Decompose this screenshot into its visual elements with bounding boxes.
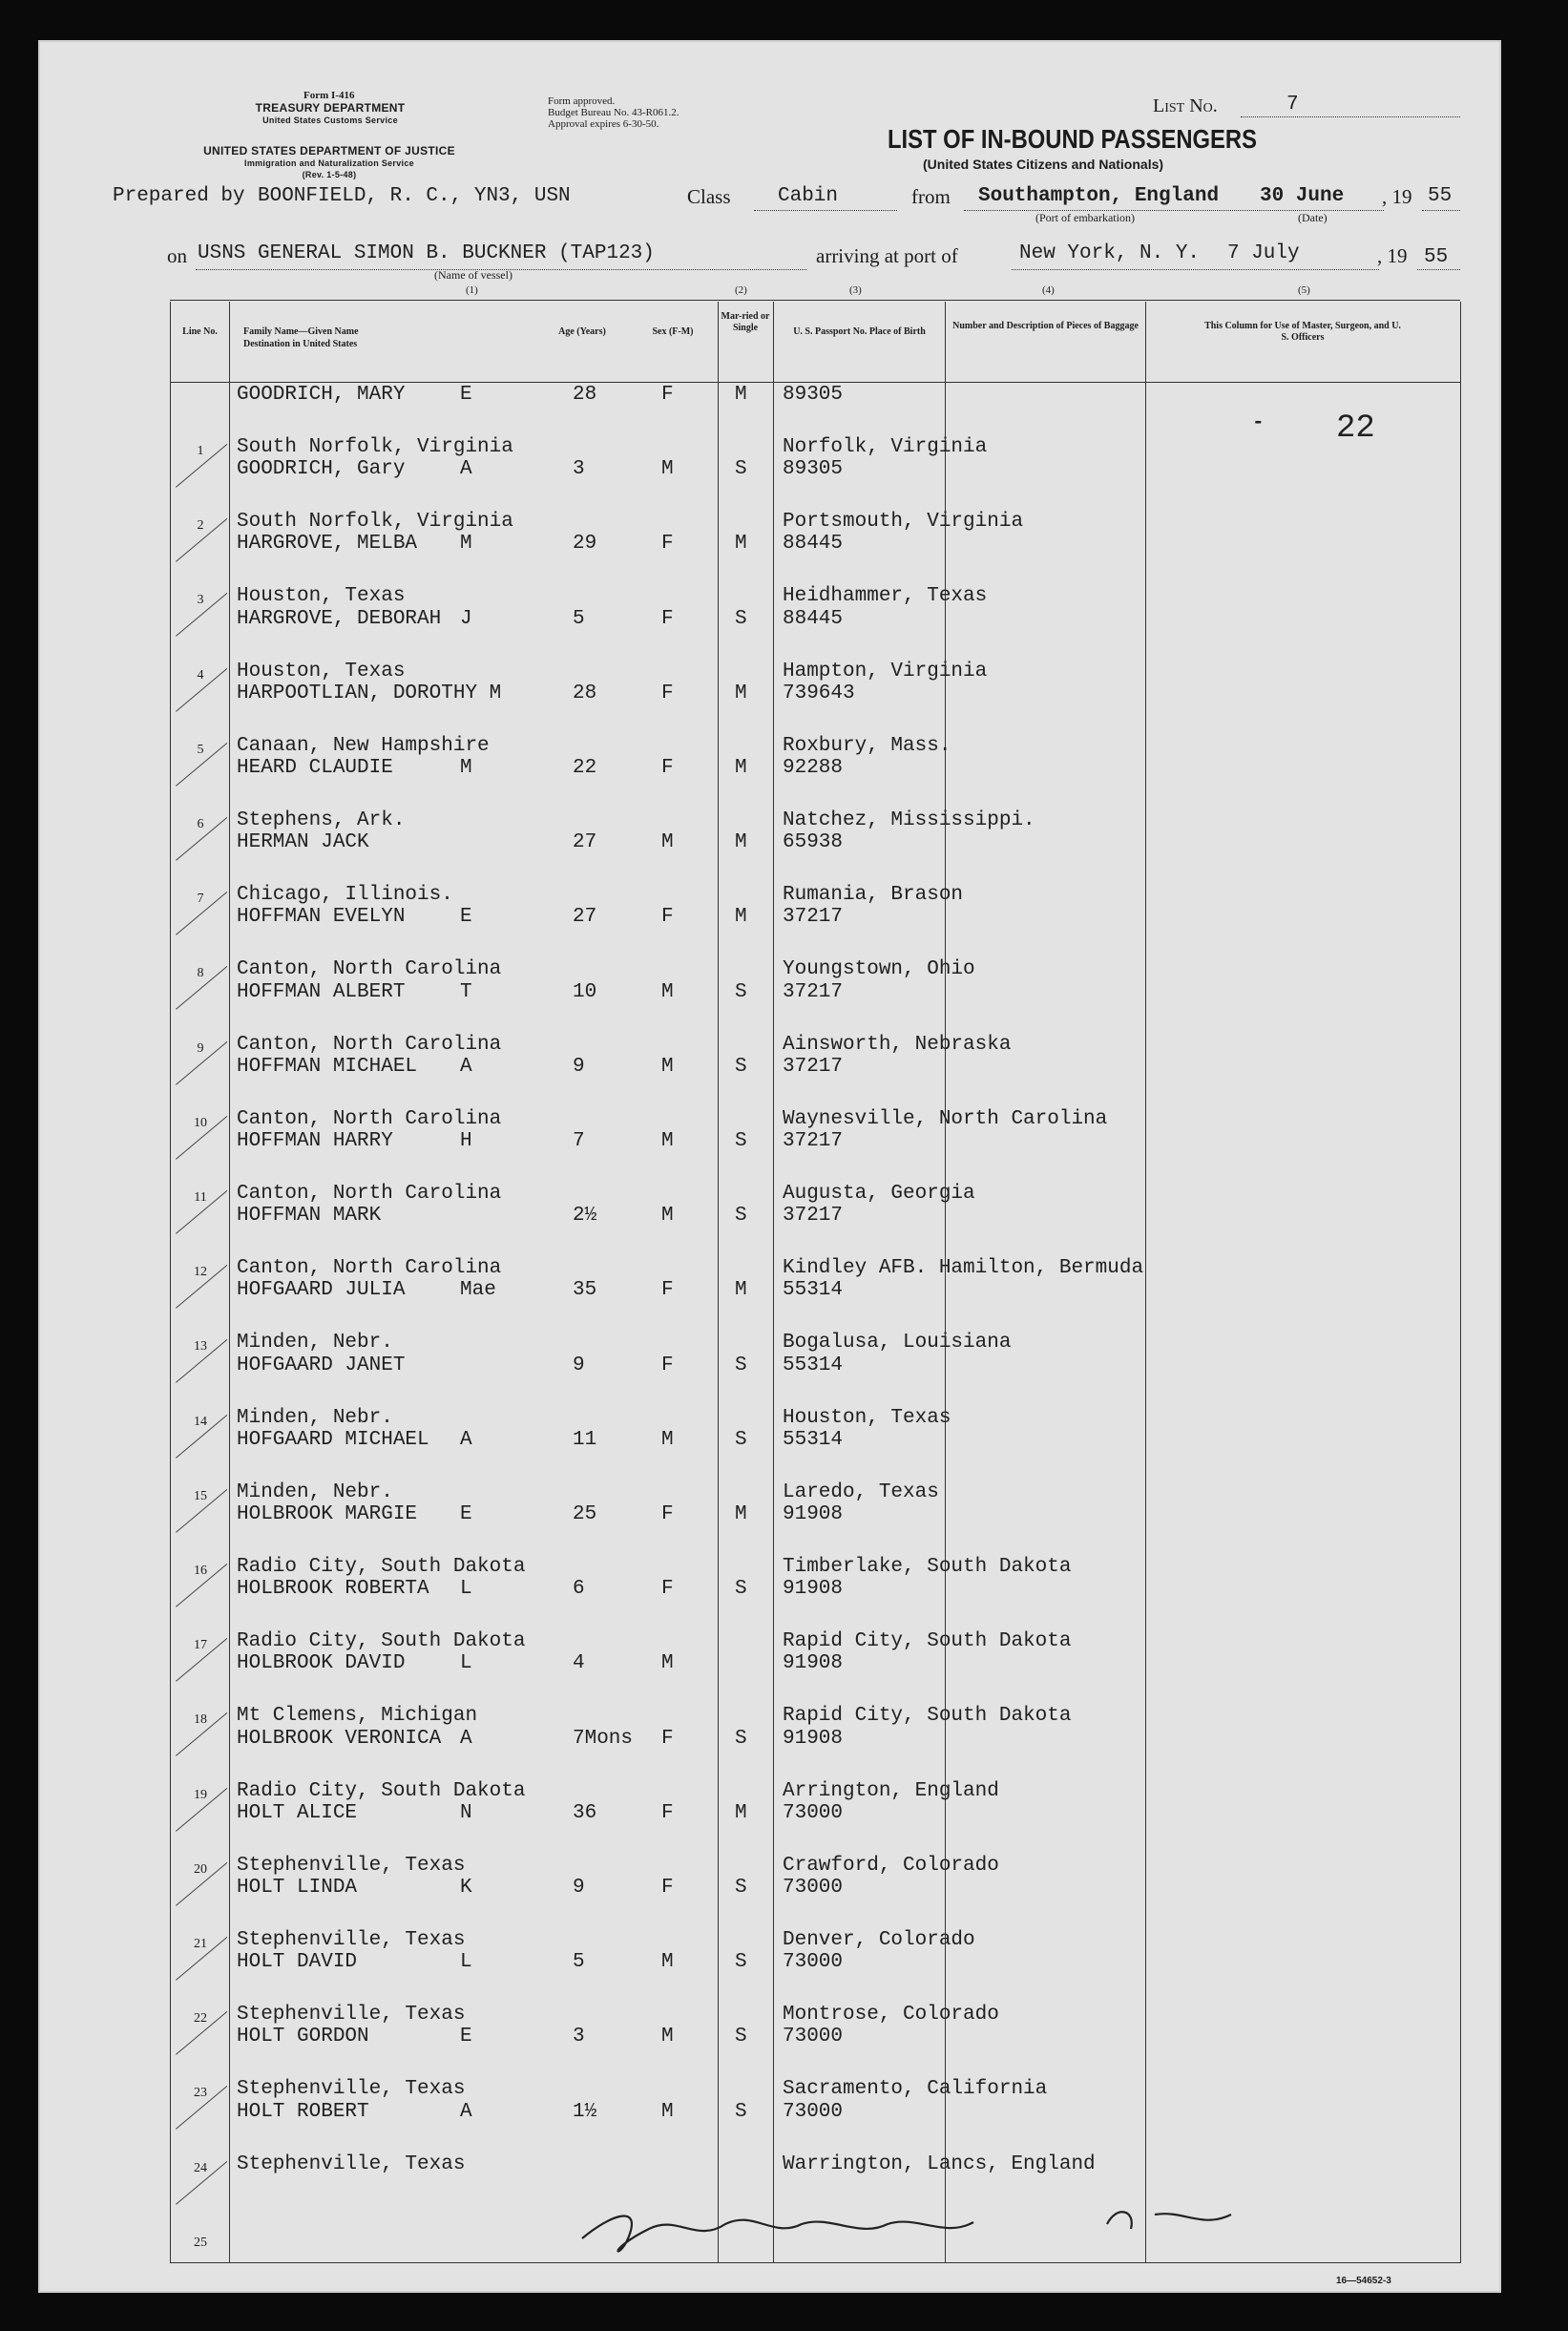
col-rule-passport — [773, 302, 774, 2263]
passenger-age: 1½ — [573, 2100, 597, 2123]
col-header-married: Mar-ried or Single — [721, 311, 770, 333]
col-num-2: (2) — [735, 284, 747, 296]
passenger-name: HARGROVE, DEBORAH — [237, 607, 442, 630]
passenger-name: HEARD CLAUDIE — [237, 757, 393, 779]
line-number: 11 — [194, 1190, 207, 1205]
passenger-name: HOFGAARD MICHAEL — [237, 1428, 429, 1451]
passenger-marital-status: M — [735, 831, 747, 854]
destination: Radio City, South Dakota — [237, 1779, 526, 1802]
passenger-age: 9 — [573, 1354, 585, 1376]
place-of-birth: Bogalusa, Louisiana — [783, 1332, 1012, 1354]
passenger-sex: F — [661, 533, 674, 556]
passenger-marital-status: S — [735, 1205, 747, 1228]
passenger-sex: M — [661, 831, 674, 854]
line-number: 24 — [194, 2160, 207, 2175]
place-of-birth: Youngstown, Ohio — [783, 958, 975, 981]
passenger-name: HOFGAARD JANET — [237, 1354, 406, 1376]
passenger-name: HOFFMAN ALBERT — [237, 980, 406, 1003]
passport-number: 73000 — [783, 1951, 844, 1974]
arriving-label: arriving at port of — [816, 244, 958, 267]
passenger-sex: M — [661, 1652, 674, 1675]
place-of-birth: Natchez, Mississippi. — [783, 809, 1035, 831]
passenger-sex: M — [661, 458, 674, 481]
class-value: Cabin — [778, 185, 839, 207]
passenger-age: 10 — [573, 980, 597, 1003]
destination: Stephenville, Texas — [237, 2078, 466, 2101]
destination: Minden, Nebr. — [237, 1332, 393, 1354]
passport-number: 73000 — [783, 1877, 844, 1899]
passenger-age: 6 — [573, 1578, 585, 1601]
embark-caption: (Port of embarkation) — [1035, 211, 1135, 224]
passenger-initial: E — [460, 384, 472, 406]
passenger-age: 11 — [573, 1428, 597, 1451]
passenger-marital-status: S — [735, 1428, 747, 1451]
page-subtitle: (United States Citizens and Nationals) — [923, 157, 1164, 172]
passenger-marital-status: S — [735, 607, 747, 630]
passport-number: 91908 — [783, 1578, 844, 1601]
passenger-marital-status: M — [735, 1279, 747, 1302]
destination: Canton, North Carolina — [237, 1033, 502, 1056]
line-number: 18 — [194, 1712, 207, 1728]
passenger-marital-status: M — [735, 682, 747, 704]
col-header-line: Line No. — [182, 326, 218, 337]
passenger-initial: E — [460, 2026, 472, 2048]
passport-number: 73000 — [783, 2026, 844, 2048]
approval-expires: Approval expires 6-30-50. — [548, 118, 659, 130]
passenger-age: 28 — [573, 682, 597, 704]
line-number: 20 — [194, 1861, 207, 1877]
passport-number: 65938 — [783, 831, 844, 854]
passenger-initial: H — [460, 1130, 472, 1152]
passenger-initial: L — [460, 1951, 472, 1974]
passenger-name: HARGROVE, MELBA — [237, 533, 418, 556]
prepared-label: Prepared by — [113, 185, 245, 207]
passenger-sex: F — [661, 1279, 674, 1302]
passport-number: 37217 — [783, 906, 844, 929]
passenger-sex: F — [661, 1727, 674, 1750]
passport-number: 55314 — [783, 1279, 844, 1302]
passenger-age: 2½ — [573, 1205, 597, 1228]
destination: Mt Clemens, Michigan — [237, 1705, 478, 1728]
officer-note: 22 — [1336, 410, 1375, 447]
place-of-birth: Heidhammer, Texas — [783, 585, 988, 608]
destination: Houston, Texas — [237, 660, 406, 682]
passenger-age: 29 — [573, 533, 597, 556]
destination: Houston, Texas — [237, 585, 406, 608]
passenger-name: HOLT LINDA — [237, 1877, 358, 1899]
immigration-service: Immigration and Naturalization Service — [244, 158, 414, 168]
passenger-marital-status: S — [735, 1130, 747, 1152]
place-of-birth: Warrington, Lancs, England — [783, 2152, 1096, 2175]
list-no-value: 7 — [1286, 94, 1299, 116]
passenger-name: HOLBROOK VERONICA — [237, 1727, 442, 1750]
on-label: on — [167, 244, 187, 267]
form-number: Form I-416 — [303, 90, 355, 101]
signature — [573, 2186, 1241, 2262]
passenger-name: HOFFMAN MARK — [237, 1205, 382, 1228]
passenger-name: HARPOOTLIAN, DOROTHY M — [237, 682, 502, 704]
passport-number: 88445 — [783, 607, 844, 630]
passenger-age: 4 — [573, 1652, 585, 1675]
passenger-sex: M — [661, 1205, 674, 1228]
list-no-underline — [1241, 97, 1460, 117]
col-header-sex: Sex (F-M) — [652, 326, 694, 337]
passport-number: 89305 — [783, 458, 844, 481]
passenger-name: HOLT ROBERT — [237, 2100, 369, 2123]
col-header-dest: Destination in United States — [243, 339, 358, 349]
line-number: 5 — [197, 742, 204, 757]
passenger-initial: J — [460, 607, 472, 630]
place-of-birth: Norfolk, Virginia — [783, 436, 988, 458]
place-of-birth: Arrington, England — [783, 1779, 999, 1802]
col-num-1: (1) — [466, 284, 478, 296]
year-prefix-2: , 19 — [1377, 244, 1408, 267]
passenger-sex: M — [661, 1428, 674, 1451]
passenger-initial: T — [460, 980, 472, 1003]
line-number: 23 — [194, 2086, 207, 2101]
arrival-port: New York, N. Y. — [1019, 242, 1201, 264]
from-label: from — [911, 185, 951, 208]
passenger-sex: M — [661, 1130, 674, 1152]
passenger-marital-status: S — [735, 1354, 747, 1376]
passenger-marital-status: M — [735, 906, 747, 929]
passenger-marital-status: S — [735, 1951, 747, 1974]
page-title: LIST OF IN-BOUND PASSENGERS — [888, 124, 1258, 154]
place-of-birth: Denver, Colorado — [783, 1929, 975, 1951]
table-top-rule — [170, 300, 1460, 301]
passenger-name: HOLT DAVID — [237, 1951, 358, 1974]
passenger-sex: F — [661, 384, 674, 406]
passenger-name: HERMAN JACK — [237, 831, 369, 854]
passenger-initial: E — [460, 906, 472, 929]
destination: Radio City, South Dakota — [237, 1556, 526, 1578]
treasury-dept: TREASURY DEPARTMENT — [255, 101, 406, 115]
passenger-age: 5 — [573, 607, 585, 630]
destination: Canton, North Carolina — [237, 1183, 502, 1205]
passenger-sex: F — [661, 1801, 674, 1824]
col-rule-married — [718, 302, 719, 2263]
passenger-sex: M — [661, 2026, 674, 2048]
passenger-age: 7 — [573, 1130, 585, 1152]
passenger-sex: F — [661, 906, 674, 929]
line-number: 4 — [197, 667, 204, 682]
line-number: 10 — [194, 1115, 207, 1130]
passport-number: 37217 — [783, 1130, 844, 1152]
passenger-marital-status: M — [735, 533, 747, 556]
form-approved: Form approved. — [548, 95, 616, 107]
passport-number: 739643 — [783, 682, 855, 704]
destination: Radio City, South Dakota — [237, 1630, 526, 1653]
destination: Canton, North Carolina — [237, 1257, 502, 1280]
place-of-birth: Portsmouth, Virginia — [783, 511, 1024, 534]
line-number: 21 — [194, 1937, 207, 1951]
passenger-age: 35 — [573, 1279, 597, 1302]
passenger-age: 36 — [573, 1801, 597, 1824]
footer-code: 16—54652-3 — [1336, 2276, 1391, 2286]
passport-number: 37217 — [783, 980, 844, 1003]
place-of-birth: Kindley AFB. Hamilton, Bermuda — [783, 1257, 1144, 1280]
place-of-birth: Houston, Texas — [783, 1406, 951, 1429]
place-of-birth: Crawford, Colorado — [783, 1854, 999, 1877]
passport-number: 55314 — [783, 1354, 844, 1376]
passenger-initial: M — [460, 757, 472, 779]
passenger-age: 5 — [573, 1951, 585, 1974]
passenger-age: 3 — [573, 2026, 585, 2048]
vessel-caption: (Name of vessel) — [434, 268, 512, 282]
passenger-initial: A — [460, 458, 472, 481]
passenger-name: HOLT ALICE — [237, 1801, 358, 1824]
place-of-birth: Rapid City, South Dakota — [783, 1630, 1072, 1653]
passenger-name: GOODRICH, MARY — [237, 384, 406, 406]
destination: South Norfolk, Virginia — [237, 511, 513, 534]
passenger-marital-status: S — [735, 980, 747, 1003]
destination: Stephenville, Texas — [237, 2152, 466, 2175]
passenger-name: HOLBROOK ROBERTA — [237, 1578, 429, 1601]
passenger-age: 28 — [573, 384, 597, 406]
year-1: 55 — [1428, 185, 1453, 207]
table-left-rule — [170, 302, 171, 2263]
passenger-name: HOFFMAN MICHAEL — [237, 1055, 418, 1078]
passenger-sex: F — [661, 757, 674, 779]
place-of-birth: Augusta, Georgia — [783, 1183, 975, 1205]
passport-number: 92288 — [783, 757, 844, 779]
line-number: 15 — [194, 1488, 207, 1503]
from-value: Southampton, England — [978, 185, 1220, 207]
line-number: 6 — [197, 817, 204, 831]
destination: Stephenville, Texas — [237, 1929, 466, 1951]
place-of-birth: Rapid City, South Dakota — [783, 1705, 1072, 1728]
destination: Stephenville, Texas — [237, 2004, 466, 2026]
destination: South Norfolk, Virginia — [237, 436, 513, 458]
place-of-birth: Hampton, Virginia — [783, 660, 988, 682]
place-of-birth: Waynesville, North Carolina — [783, 1107, 1108, 1130]
passenger-initial: L — [460, 1652, 472, 1675]
passenger-initial: N — [460, 1801, 472, 1824]
col-header-baggage: Number and Description of Pieces of Baggage — [952, 321, 1139, 331]
customs-service: United States Customs Service — [262, 116, 398, 125]
passenger-name: HOLBROOK DAVID — [237, 1652, 406, 1675]
line-number: 8 — [197, 966, 204, 981]
passenger-initial: Mae — [460, 1279, 496, 1302]
line-number: 19 — [194, 1787, 207, 1802]
passenger-initial: A — [460, 1055, 472, 1078]
table-right-rule — [1460, 302, 1461, 2263]
passenger-sex: M — [661, 1951, 674, 1974]
passenger-age: 7Mons — [573, 1727, 634, 1750]
year-prefix-1: , 19 — [1382, 185, 1412, 208]
passenger-name: HOLBROOK MARGIE — [237, 1503, 418, 1525]
destination: Minden, Nebr. — [237, 1480, 393, 1503]
passport-number: 91908 — [783, 1503, 844, 1525]
passport-number: 73000 — [783, 1801, 844, 1824]
passenger-age: 25 — [573, 1503, 597, 1525]
passenger-sex: M — [661, 1055, 674, 1078]
place-of-birth: Laredo, Texas — [783, 1480, 939, 1503]
line-number: 25 — [194, 2235, 207, 2250]
passenger-sex: F — [661, 682, 674, 704]
prepared-by: BOONFIELD, R. C., YN3, USN — [258, 185, 571, 207]
place-of-birth: Sacramento, California — [783, 2078, 1048, 2101]
passenger-age: 27 — [573, 831, 597, 854]
col-header-name: Family Name—Given Name — [243, 326, 359, 337]
revision: (Rev. 1-5-48) — [302, 170, 357, 179]
passport-number: 89305 — [783, 384, 844, 406]
line-number: 13 — [194, 1339, 207, 1354]
passenger-marital-status: S — [735, 1055, 747, 1078]
passenger-name: HOFFMAN EVELYN — [237, 906, 406, 929]
passenger-sex: F — [661, 1354, 674, 1376]
destination: Stephens, Ark. — [237, 809, 406, 831]
line-number: 9 — [197, 1040, 204, 1056]
arrival-date: 7 July — [1227, 242, 1300, 264]
table-bottom-rule — [170, 2262, 1460, 2263]
passenger-initial: K — [460, 1877, 472, 1899]
passenger-age: 3 — [573, 458, 585, 481]
place-of-birth: Rumania, Brason — [783, 884, 964, 907]
passenger-sex: F — [661, 1503, 674, 1525]
destination: Minden, Nebr. — [237, 1406, 393, 1429]
date-caption: (Date) — [1298, 211, 1328, 224]
passport-number: 88445 — [783, 533, 844, 556]
passenger-initial: M — [460, 533, 472, 556]
passenger-marital-status: S — [735, 1877, 747, 1899]
col-header-passport: U. S. Passport No. Place of Birth — [793, 326, 926, 337]
line-number: 16 — [194, 1564, 207, 1578]
passenger-marital-status: S — [735, 2100, 747, 2123]
destination: Stephenville, Texas — [237, 1854, 466, 1877]
table-header-rule — [170, 382, 1460, 383]
passenger-sex: M — [661, 980, 674, 1003]
passenger-initial: E — [460, 1503, 472, 1525]
place-of-birth: Montrose, Colorado — [783, 2004, 999, 2026]
passenger-sex: F — [661, 607, 674, 630]
line-number: 14 — [194, 1414, 207, 1429]
line-number: 7 — [197, 892, 204, 907]
col-num-4: (4) — [1042, 284, 1055, 296]
col-rule-officers — [1145, 302, 1146, 2263]
passenger-initial: A — [460, 1727, 472, 1750]
passenger-sex: M — [661, 2100, 674, 2123]
passenger-marital-status: M — [735, 757, 747, 779]
col-num-3: (3) — [849, 284, 862, 296]
passenger-age: 9 — [573, 1055, 585, 1078]
list-no-label: List No. — [1153, 95, 1218, 116]
passenger-age: 27 — [573, 906, 597, 929]
passenger-name: HOLT GORDON — [237, 2026, 369, 2048]
budget-bureau: Budget Bureau No. 43-R061.2. — [548, 107, 679, 118]
destination: Canton, North Carolina — [237, 1107, 502, 1130]
vessel-name: USNS GENERAL SIMON B. BUCKNER (TAP123) — [198, 242, 655, 264]
line-number: 22 — [194, 2011, 207, 2026]
passport-number: 91908 — [783, 1652, 844, 1675]
line-number: 3 — [197, 593, 204, 608]
line-number: 12 — [194, 1265, 207, 1280]
destination: Chicago, Illinois. — [237, 884, 453, 907]
passenger-initial: L — [460, 1578, 472, 1601]
passport-number: 91908 — [783, 1727, 844, 1750]
passenger-marital-status: S — [735, 1727, 747, 1750]
passport-number: 37217 — [783, 1205, 844, 1228]
passenger-marital-status: S — [735, 458, 747, 481]
passport-number: 55314 — [783, 1428, 844, 1451]
col-rule-line — [229, 302, 230, 2263]
place-of-birth: Ainsworth, Nebraska — [783, 1033, 1012, 1056]
passenger-sex: F — [661, 1578, 674, 1601]
passport-number: 37217 — [783, 1055, 844, 1078]
embark-date: 30 June — [1260, 185, 1345, 207]
passenger-marital-status: S — [735, 1578, 747, 1601]
passenger-age: 22 — [573, 757, 597, 779]
passenger-marital-status: M — [735, 1503, 747, 1525]
place-of-birth: Timberlake, South Dakota — [783, 1556, 1072, 1578]
passenger-marital-status: M — [735, 1801, 747, 1824]
col-header-officers: This Column for Use of Master, Surgeon, and U. S. Officers — [1204, 321, 1401, 343]
passenger-initial: A — [460, 1428, 472, 1451]
line-number: 1 — [197, 444, 204, 458]
col-header-age: Age (Years) — [558, 326, 606, 337]
passenger-name: HOFGAARD JULIA — [237, 1279, 406, 1302]
passenger-sex: F — [661, 1877, 674, 1899]
passenger-marital-status: M — [735, 384, 747, 406]
place-of-birth: Roxbury, Mass. — [783, 734, 951, 757]
passenger-marital-status: S — [735, 2026, 747, 2048]
year-2: 55 — [1424, 246, 1449, 268]
line-number: 17 — [194, 1638, 207, 1653]
col-num-5: (5) — [1298, 284, 1310, 296]
officer-dash: - — [1252, 412, 1265, 434]
destination: Canton, North Carolina — [237, 958, 502, 981]
passport-number: 73000 — [783, 2100, 844, 2123]
passenger-age: 9 — [573, 1877, 585, 1899]
destination: Canaan, New Hampshire — [237, 734, 490, 757]
justice-dept: UNITED STATES DEPARTMENT OF JUSTICE — [203, 144, 455, 158]
line-number: 2 — [197, 518, 204, 534]
class-label: Class — [687, 185, 731, 208]
passenger-name: GOODRICH, Gary — [237, 458, 406, 481]
passenger-initial: A — [460, 2100, 472, 2123]
passenger-name: HOFFMAN HARRY — [237, 1130, 393, 1152]
